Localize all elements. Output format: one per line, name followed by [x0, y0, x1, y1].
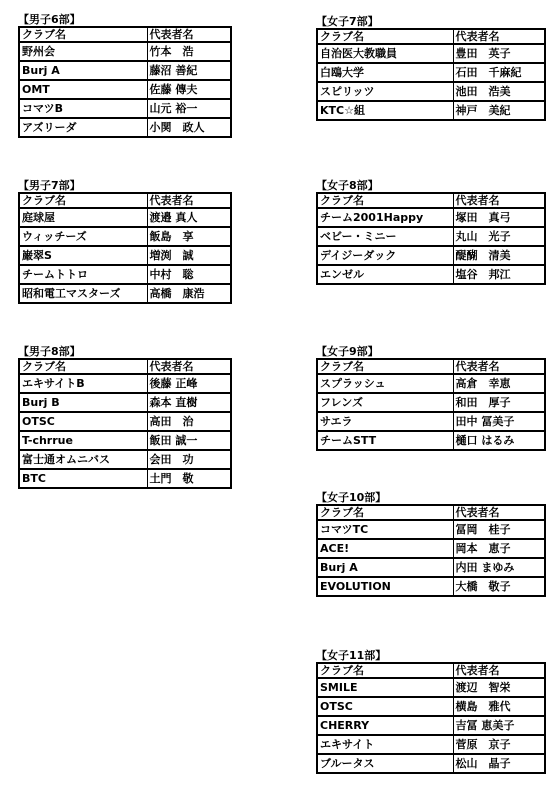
division-women-11 [316, 650, 546, 774]
club-name-cell: ブルータス [317, 754, 453, 773]
table-row [317, 374, 545, 393]
representative-cell: 佐藤 傳夫 [147, 80, 231, 99]
representative-cell: 横島 雅代 [453, 697, 545, 716]
table-row [317, 393, 545, 412]
representative-cell: 内田 まゆみ [453, 558, 545, 577]
representative-header: 代表者名 [453, 193, 545, 208]
representative-cell: 岡本 恵子 [453, 539, 545, 558]
club-name-cell: OTSC [19, 412, 147, 431]
roster-table [18, 26, 232, 138]
club-name-cell: EVOLUTION [317, 577, 453, 596]
table-header-row [19, 359, 231, 374]
club-name-header: クラブ名 [19, 193, 147, 208]
club-name-cell: Burj B [19, 393, 147, 412]
club-name-cell: コマツB [19, 99, 147, 118]
table-row [317, 412, 545, 431]
table-row [317, 44, 545, 63]
division-men-6 [18, 14, 232, 138]
table-row [317, 246, 545, 265]
club-name-header: クラブ名 [317, 29, 453, 44]
club-name-cell: BTC [19, 469, 147, 488]
roster-table [316, 358, 546, 451]
club-name-cell: チームSTT [317, 431, 453, 450]
table-row [19, 469, 231, 488]
representative-header: 代表者名 [453, 359, 545, 374]
club-name-cell: エキサイトB [19, 374, 147, 393]
representative-cell: 土門 敬 [147, 469, 231, 488]
division-women-7 [316, 16, 546, 121]
representative-cell: 豊田 英子 [453, 44, 545, 63]
representative-header: 代表者名 [147, 27, 231, 42]
club-name-header: クラブ名 [19, 27, 147, 42]
table-row [317, 82, 545, 101]
club-name-cell: SMILE [317, 678, 453, 697]
club-name-cell: ベビー・ミニー [317, 227, 453, 246]
representative-cell: 松山 晶子 [453, 754, 545, 773]
representative-cell: 増渕 誠 [147, 246, 231, 265]
representative-cell: 丸山 光子 [453, 227, 545, 246]
table-header-row [317, 359, 545, 374]
table-row [317, 678, 545, 697]
representative-cell: 神戸 美紀 [453, 101, 545, 120]
club-name-cell: KTC☆組 [317, 101, 453, 120]
table-header-row [317, 663, 545, 678]
representative-header: 代表者名 [453, 663, 545, 678]
club-name-cell: T-chrrue [19, 431, 147, 450]
representative-cell: 会田 功 [147, 450, 231, 469]
club-name-header: クラブ名 [317, 663, 453, 678]
representative-cell: 藤沼 善紀 [147, 61, 231, 80]
table-row [19, 208, 231, 227]
representative-cell: 森本 直樹 [147, 393, 231, 412]
representative-cell: 冨岡 桂子 [453, 520, 545, 539]
club-name-cell: OTSC [317, 697, 453, 716]
table-header-row [317, 193, 545, 208]
table-row [317, 697, 545, 716]
representative-cell: 後藤 正峰 [147, 374, 231, 393]
table-row [317, 735, 545, 754]
club-name-header: クラブ名 [317, 193, 453, 208]
representative-cell: 吉冨 恵美子 [453, 716, 545, 735]
representative-cell: 田中 冨美子 [453, 412, 545, 431]
division-title: 【女子7部】 [316, 15, 379, 28]
roster-table [18, 358, 232, 489]
representative-cell: 高田 治 [147, 412, 231, 431]
table-row [19, 393, 231, 412]
representative-cell: 塚田 真弓 [453, 208, 545, 227]
table-row [317, 63, 545, 82]
division-men-7 [18, 180, 232, 304]
table-row [19, 118, 231, 137]
division-title: 【男子8部】 [18, 345, 81, 358]
roster-table [316, 192, 546, 285]
club-name-cell: 自治医大教職員 [317, 44, 453, 63]
club-name-cell: 巌翠S [19, 246, 147, 265]
division-women-9 [316, 346, 546, 451]
representative-cell: 和田 厚子 [453, 393, 545, 412]
table-row [317, 754, 545, 773]
club-name-cell: OMT [19, 80, 147, 99]
representative-cell: 中村 聡 [147, 265, 231, 284]
club-name-cell: スピリッツ [317, 82, 453, 101]
representative-cell: 高橋 康浩 [147, 284, 231, 303]
representative-cell: 渡邉 真人 [147, 208, 231, 227]
table-row [317, 431, 545, 450]
table-row [19, 227, 231, 246]
roster-table [316, 662, 546, 774]
club-name-cell: コマツTC [317, 520, 453, 539]
representative-cell: 竹本 浩 [147, 42, 231, 61]
club-name-cell: ウィッチーズ [19, 227, 147, 246]
table-row [19, 431, 231, 450]
representative-cell: 樋口 はるみ [453, 431, 545, 450]
representative-cell: 飯田 誠一 [147, 431, 231, 450]
club-name-header: クラブ名 [317, 505, 453, 520]
division-title: 【男子7部】 [18, 179, 81, 192]
table-row [317, 716, 545, 735]
club-name-cell: チームトトロ [19, 265, 147, 284]
table-row [317, 520, 545, 539]
division-women-8 [316, 180, 546, 285]
representative-cell: 池田 浩美 [453, 82, 545, 101]
club-name-header: クラブ名 [317, 359, 453, 374]
division-title: 【女子8部】 [316, 179, 379, 192]
representative-cell: 石田 千麻紀 [453, 63, 545, 82]
table-row [19, 412, 231, 431]
table-header-row [19, 27, 231, 42]
representative-header: 代表者名 [147, 193, 231, 208]
club-name-cell: CHERRY [317, 716, 453, 735]
club-name-cell: Burj A [317, 558, 453, 577]
representative-cell: 醍醐 清美 [453, 246, 545, 265]
division-title: 【男子6部】 [18, 13, 81, 26]
club-name-cell: 野州会 [19, 42, 147, 61]
table-row [317, 208, 545, 227]
division-women-10 [316, 492, 546, 597]
club-name-cell: フレンズ [317, 393, 453, 412]
representative-cell: 菅原 京子 [453, 735, 545, 754]
division-title: 【女子11部】 [316, 649, 387, 662]
table-row [317, 265, 545, 284]
club-name-header: クラブ名 [19, 359, 147, 374]
club-name-cell: スプラッシュ [317, 374, 453, 393]
representative-cell: 渡辺 智栄 [453, 678, 545, 697]
representative-cell: 小関 政人 [147, 118, 231, 137]
table-row [19, 284, 231, 303]
division-title: 【女子10部】 [316, 491, 387, 504]
club-name-cell: 昭和電工マスターズ [19, 284, 147, 303]
table-row [317, 539, 545, 558]
table-header-row [317, 29, 545, 44]
representative-cell: 高倉 幸恵 [453, 374, 545, 393]
representative-cell: 塩谷 邦江 [453, 265, 545, 284]
table-header-row [19, 193, 231, 208]
division-title: 【女子9部】 [316, 345, 379, 358]
roster-table [18, 192, 232, 304]
club-name-cell: 白鴎大学 [317, 63, 453, 82]
table-row [19, 99, 231, 118]
table-row [19, 80, 231, 99]
table-row [317, 577, 545, 596]
table-row [317, 558, 545, 577]
roster-table [316, 504, 546, 597]
representative-cell: 大橋 敬子 [453, 577, 545, 596]
representative-header: 代表者名 [453, 29, 545, 44]
table-row [19, 374, 231, 393]
club-name-cell: サエラ [317, 412, 453, 431]
club-name-cell: ACE! [317, 539, 453, 558]
table-header-row [317, 505, 545, 520]
roster-table [316, 28, 546, 121]
club-name-cell: エキサイト [317, 735, 453, 754]
club-name-cell: チーム2001Happy [317, 208, 453, 227]
table-row [19, 450, 231, 469]
club-name-cell: アズリーダ [19, 118, 147, 137]
club-name-cell: 富士通オムニバス [19, 450, 147, 469]
table-row [317, 101, 545, 120]
division-men-8 [18, 346, 232, 489]
club-name-cell: 庭球屋 [19, 208, 147, 227]
table-row [19, 42, 231, 61]
representative-header: 代表者名 [453, 505, 545, 520]
table-row [317, 227, 545, 246]
table-row [19, 265, 231, 284]
club-name-cell: エンゼル [317, 265, 453, 284]
table-row [19, 246, 231, 265]
representative-header: 代表者名 [147, 359, 231, 374]
club-name-cell: デイジーダック [317, 246, 453, 265]
representative-cell: 山元 裕一 [147, 99, 231, 118]
table-row [19, 61, 231, 80]
club-name-cell: Burj A [19, 61, 147, 80]
representative-cell: 飯島 享 [147, 227, 231, 246]
